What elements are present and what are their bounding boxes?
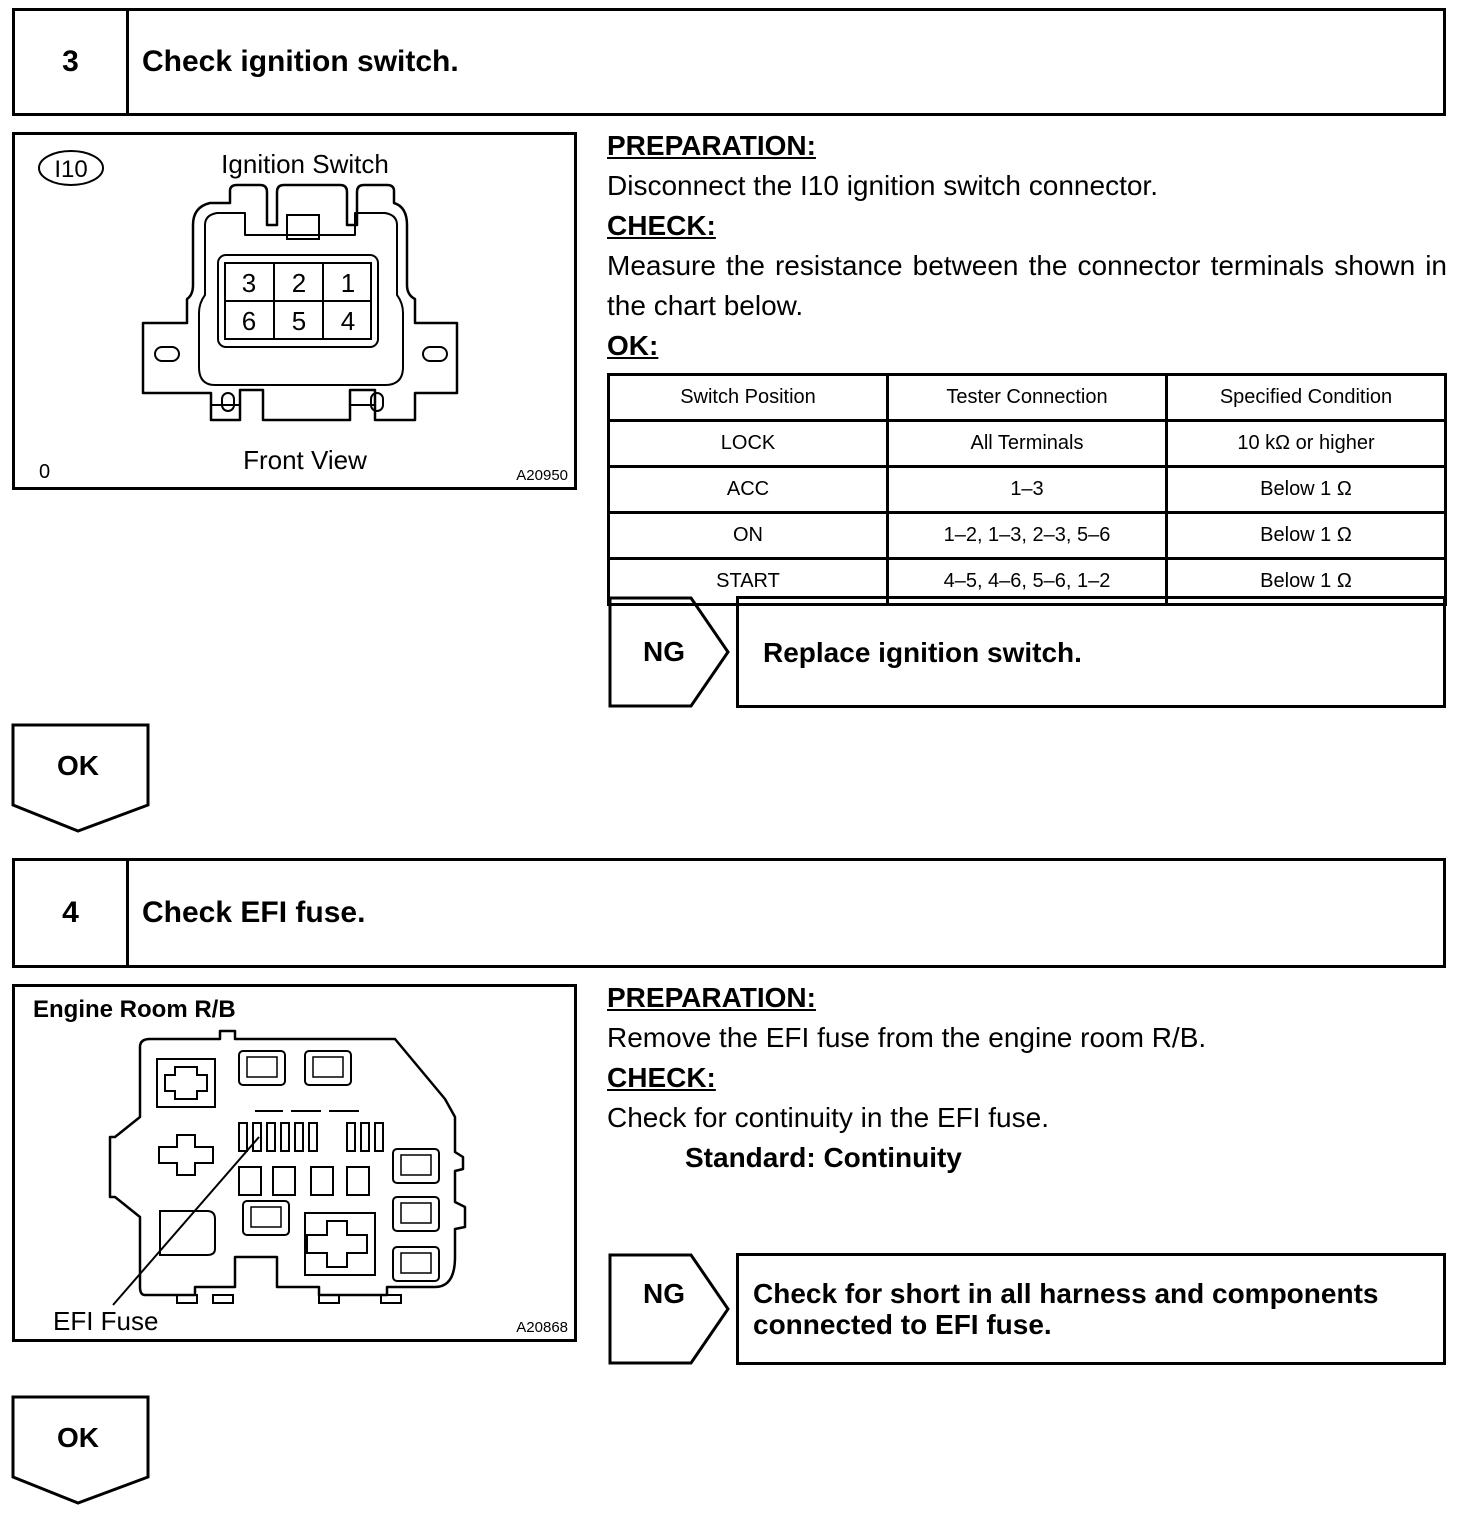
ng-label: NG [643,636,685,667]
step-3-header [12,8,1446,116]
ng-arrow [608,596,732,708]
step-title: Check EFI fuse. [142,896,366,929]
ng-action-line-2: connected to EFI fuse. [753,1309,1052,1340]
table-cell: START [609,559,888,605]
terminal-4: 4 [340,306,356,336]
step-3-instructions [607,126,1447,366]
relay-block-figure [12,984,577,1342]
spec-table [607,373,1447,592]
ok-label: OK [57,750,99,781]
table-cell: Below 1 Ω [1167,467,1446,513]
table-cell: Below 1 Ω [1167,559,1446,605]
table-cell: ACC [609,467,888,513]
figure-code: A20950 [516,467,568,484]
step-4-header [12,858,1446,968]
step-title: Check ignition switch. [142,45,459,78]
ok-label: OK [57,1422,99,1453]
table-row [609,513,1446,559]
terminal-2: 2 [291,268,307,298]
step-4-instructions [607,978,1447,1178]
ok-arrow [11,723,151,835]
table-header-row [609,375,1446,421]
table-cell: ON [609,513,888,559]
preparation-text: Remove the EFI fuse from the engine room R/B. [607,1022,1207,1053]
check-text: Check for continuity in the EFI fuse. [607,1102,1049,1133]
corner-mark: 0 [39,461,51,483]
figure-title: Engine Room R/B [33,996,236,1023]
ng-arrow [608,1253,732,1365]
ng-action-text: Replace ignition switch. [763,636,1082,668]
table-header: Switch Position [609,375,888,421]
table-cell: 1–3 [888,467,1167,513]
ignition-switch-figure [12,132,577,490]
preparation-heading: PREPARATION: [607,130,816,161]
table-header: Tester Connection [888,375,1167,421]
check-text: Measure the resistance between the connector terminals shown in the chart below. [607,250,1447,321]
table-row [609,467,1446,513]
ok-arrow [11,1395,151,1507]
ng-action-box [736,1253,1446,1365]
ok-heading: OK: [607,330,659,361]
terminal-6: 6 [241,306,257,336]
table-cell: LOCK [609,421,888,467]
check-heading: CHECK: [607,210,716,241]
connector-id: I10 [54,156,88,183]
ng-action-box [736,596,1446,708]
terminal-5: 5 [291,306,307,336]
ng-action-line-1: Check for short in all harness and components [753,1278,1379,1309]
table-cell: 1–2, 1–3, 2–3, 5–6 [888,513,1167,559]
figure-title: Ignition Switch [221,149,389,179]
table-cell: 10 kΩ or higher [1167,421,1446,467]
figure-code: A20868 [516,1319,568,1336]
terminal-3: 3 [241,268,257,298]
preparation-heading: PREPARATION: [607,982,816,1013]
table-header: Specified Condition [1167,375,1446,421]
table-cell: Below 1 Ω [1167,513,1446,559]
ng-label: NG [643,1278,685,1309]
table-cell: All Terminals [888,421,1167,467]
step-number: 4 [15,861,129,965]
terminal-1: 1 [340,268,356,298]
standard-text: Standard: Continuity [685,1142,962,1173]
efi-fuse-callout: EFI Fuse [53,1306,159,1336]
step-number: 3 [15,11,129,113]
table-row [609,421,1446,467]
figure-caption: Front View [243,445,367,475]
preparation-text: Disconnect the I10 ignition switch connector. [607,170,1158,201]
table-cell: 4–5, 4–6, 5–6, 1–2 [888,559,1167,605]
check-heading: CHECK: [607,1062,716,1093]
